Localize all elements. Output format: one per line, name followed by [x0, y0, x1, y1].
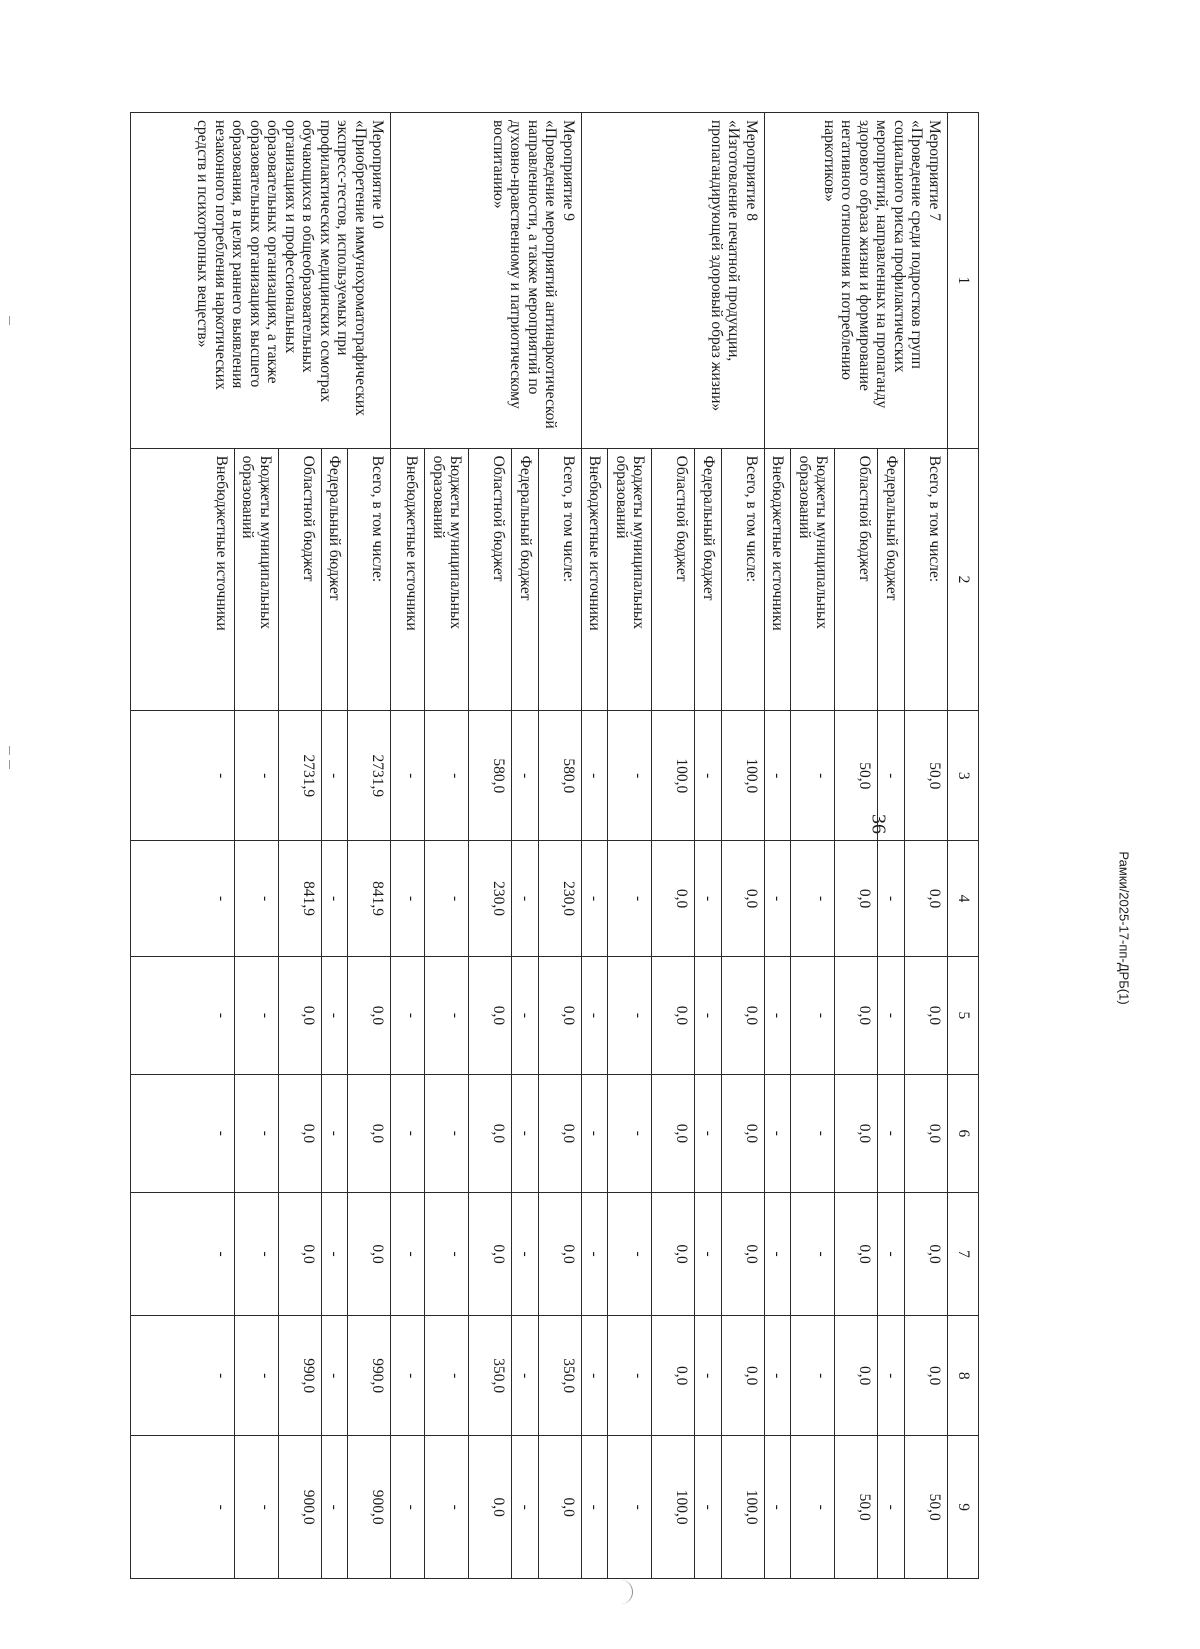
amount-cell: - [765, 1074, 792, 1192]
amount-cell: - [582, 1074, 609, 1192]
event-title: Мероприятие 9 [560, 120, 577, 221]
amount-cell: - [608, 1436, 652, 1579]
amount-cell: - [235, 1074, 279, 1192]
amount-cell: 900,0 [348, 1436, 391, 1579]
amount-cell: - [235, 1316, 279, 1436]
amount-cell: - [512, 1192, 539, 1315]
amount-cell: 841,9 [348, 841, 391, 957]
document-code: Рамки/2025-17-пп-ДРБ(1) [1116, 851, 1132, 1005]
amount-cell: 841,9 [279, 841, 322, 957]
event-cell [582, 113, 765, 449]
amount-cell: 0,0 [722, 1074, 765, 1192]
amount-cell: - [391, 1436, 425, 1579]
amount-cell: - [322, 1192, 349, 1315]
amount-cell: 0,0 [279, 1192, 322, 1315]
amount-cell: - [608, 1316, 652, 1436]
amount-cell: - [608, 1074, 652, 1192]
amount-cell: 0,0 [539, 1192, 582, 1315]
amount-cell: 2731,9 [348, 711, 391, 841]
amount-cell: 0,0 [469, 1074, 512, 1192]
amount-cell: - [878, 1074, 905, 1192]
budget-table [130, 112, 979, 1579]
event-title: Мероприятие 10 [369, 120, 387, 229]
amount-cell: 100,0 [652, 1436, 695, 1579]
amount-cell: - [878, 1436, 905, 1579]
amount-cell: 50,0 [835, 711, 878, 841]
amount-cell: - [608, 956, 652, 1074]
column-number: 9 [948, 1436, 979, 1579]
column-number: 2 [948, 448, 979, 711]
amount-cell: - [765, 841, 792, 957]
funding-source-cell: Внебюджетные источники [391, 448, 425, 711]
amount-cell: - [425, 841, 469, 957]
amount-cell: - [131, 1192, 235, 1315]
amount-cell: - [791, 956, 835, 1074]
column-number: 1 [948, 113, 979, 449]
page-number: 36 [867, 814, 890, 834]
amount-cell: - [791, 841, 835, 957]
amount-cell: 0,0 [652, 841, 695, 957]
amount-cell: - [791, 1074, 835, 1192]
amount-cell: - [235, 1192, 279, 1315]
amount-cell: - [425, 1436, 469, 1579]
amount-cell: 0,0 [539, 1436, 582, 1579]
amount-cell: - [512, 841, 539, 957]
funding-source-cell: Всего, в том числе: [722, 448, 765, 711]
amount-cell: - [235, 956, 279, 1074]
amount-cell: 0,0 [722, 956, 765, 1074]
funding-source-cell: Федеральный бюджет [695, 448, 722, 711]
amount-cell: - [695, 1074, 722, 1192]
amount-cell: 0,0 [652, 1074, 695, 1192]
amount-cell: - [878, 841, 905, 957]
amount-cell: 900,0 [279, 1436, 322, 1579]
column-number: 6 [948, 1074, 979, 1192]
funding-source-cell: Федеральный бюджет [512, 448, 539, 711]
column-number: 3 [948, 711, 979, 841]
amount-cell: 0,0 [279, 1074, 322, 1192]
amount-cell: 0,0 [835, 841, 878, 957]
amount-cell: 0,0 [835, 1316, 878, 1436]
amount-cell: - [512, 956, 539, 1074]
event-description: «Изготовление печатной продукции, пропагандирующей здоровый образ жизни» [708, 120, 743, 412]
amount-cell: - [878, 711, 905, 841]
funding-source-cell: Областной бюджет [469, 448, 512, 711]
amount-cell: - [765, 1316, 792, 1436]
amount-cell: 0,0 [469, 1436, 512, 1579]
amount-cell: - [322, 841, 349, 957]
amount-cell: - [131, 1074, 235, 1192]
amount-cell: - [791, 1192, 835, 1315]
amount-cell: 0,0 [905, 956, 948, 1074]
table-body [131, 113, 979, 1579]
amount-cell: 0,0 [652, 956, 695, 1074]
column-number: 5 [948, 956, 979, 1074]
amount-cell: - [322, 1074, 349, 1192]
amount-cell: 50,0 [835, 1436, 878, 1579]
amount-cell: - [582, 711, 609, 841]
amount-cell: 350,0 [469, 1316, 512, 1436]
amount-cell: - [791, 711, 835, 841]
amount-cell: 2731,9 [279, 711, 322, 841]
funding-source-cell: Внебюджетные источники [131, 448, 235, 711]
funding-source-cell: Всего, в том числе: [905, 448, 948, 711]
amount-cell: 0,0 [835, 956, 878, 1074]
amount-cell: - [512, 1074, 539, 1192]
amount-cell: - [235, 841, 279, 957]
amount-cell: 0,0 [905, 1316, 948, 1436]
funding-source-cell: Бюджеты муниципальных образований [791, 448, 835, 711]
scan-margin-mark [9, 746, 10, 755]
amount-cell: - [695, 711, 722, 841]
event-description: «Приобретение иммунохроматографических экспресс-тестов, используемых при профилактических медицинских осмотрах обучающихся в общеобразовательных организациях и профессиональных образовательных организациях, а также образовательных организациях высшего образования, в целях раннего выявления незаконного потребления наркотических средств и психотропных веществ» [194, 120, 369, 416]
amount-cell: - [131, 711, 235, 841]
amount-cell: 580,0 [539, 711, 582, 841]
amount-cell: - [235, 711, 279, 841]
amount-cell: - [582, 841, 609, 957]
amount-cell: 0,0 [722, 841, 765, 957]
event-description: «Проведение среди подростков групп социального риска профилактических мероприятий, направленных на пропаганду здорового образа жизни и формирование негативного отношения к потреблению наркотиков» [821, 120, 926, 409]
amount-cell: 0,0 [835, 1192, 878, 1315]
amount-cell: 580,0 [469, 711, 512, 841]
funding-source-cell: Бюджеты муниципальных образований [608, 448, 652, 711]
amount-cell: - [608, 841, 652, 957]
event-cell [131, 113, 392, 449]
amount-cell: 100,0 [722, 711, 765, 841]
amount-cell: - [235, 1436, 279, 1579]
amount-cell: - [695, 841, 722, 957]
amount-cell: 0,0 [348, 956, 391, 1074]
amount-cell: - [322, 1316, 349, 1436]
amount-cell: - [425, 956, 469, 1074]
funding-source-cell: Федеральный бюджет [878, 448, 905, 711]
table-row [348, 113, 391, 1579]
amount-cell: 0,0 [652, 1316, 695, 1436]
funding-source-cell: Областной бюджет [279, 448, 322, 711]
event-cell [765, 113, 948, 449]
amount-cell: - [765, 1436, 792, 1579]
column-number: 8 [948, 1316, 979, 1436]
funding-source-cell: Областной бюджет [835, 448, 878, 711]
funding-source-cell: Бюджеты муниципальных образований [235, 448, 279, 711]
amount-cell: 0,0 [905, 1192, 948, 1315]
amount-cell: - [695, 1192, 722, 1315]
amount-cell: - [765, 1192, 792, 1315]
amount-cell: - [425, 1074, 469, 1192]
amount-cell: - [878, 1192, 905, 1315]
event-title: Мероприятие 7 [926, 120, 943, 221]
funding-source-cell: Всего, в том числе: [348, 448, 391, 711]
amount-cell: - [391, 711, 425, 841]
table-row [539, 113, 582, 1579]
amount-cell: - [608, 711, 652, 841]
amount-cell: 0,0 [905, 841, 948, 957]
event-title: Мероприятие 8 [743, 120, 760, 221]
amount-cell: - [791, 1436, 835, 1579]
amount-cell: - [512, 1316, 539, 1436]
amount-cell: 350,0 [539, 1316, 582, 1436]
amount-cell: - [425, 1192, 469, 1315]
event-description: «Проведение мероприятий антинаркотической направленности, а также мероприятий по духовно-нравственному и патриотическому воспитанию» [490, 120, 560, 429]
amount-cell: 230,0 [469, 841, 512, 957]
funding-source-cell: Всего, в том числе: [539, 448, 582, 711]
table-row [722, 113, 765, 1579]
amount-cell: 990,0 [279, 1316, 322, 1436]
amount-cell: - [322, 956, 349, 1074]
amount-cell: - [878, 1316, 905, 1436]
amount-cell: 230,0 [539, 841, 582, 957]
column-number: 7 [948, 1192, 979, 1315]
amount-cell: 100,0 [652, 711, 695, 841]
amount-cell: 990,0 [348, 1316, 391, 1436]
amount-cell: - [512, 1436, 539, 1579]
amount-cell: - [878, 956, 905, 1074]
amount-cell: - [512, 711, 539, 841]
amount-cell: 0,0 [348, 1074, 391, 1192]
amount-cell: - [425, 711, 469, 841]
amount-cell: - [391, 1192, 425, 1315]
amount-cell: - [765, 956, 792, 1074]
amount-cell: - [131, 1436, 235, 1579]
amount-cell: - [582, 1192, 609, 1315]
amount-cell: 50,0 [905, 711, 948, 841]
amount-cell: - [582, 956, 609, 1074]
column-number: 4 [948, 841, 979, 957]
funding-source-cell: Областной бюджет [652, 448, 695, 711]
scan-margin-mark [9, 316, 10, 325]
amount-cell: - [391, 841, 425, 957]
amount-cell: 0,0 [279, 956, 322, 1074]
amount-cell: - [391, 956, 425, 1074]
amount-cell: - [582, 1316, 609, 1436]
amount-cell: 0,0 [348, 1192, 391, 1315]
amount-cell: 0,0 [905, 1074, 948, 1192]
amount-cell: - [131, 956, 235, 1074]
amount-cell: - [695, 1316, 722, 1436]
table-row [905, 113, 948, 1579]
amount-cell: - [765, 711, 792, 841]
amount-cell: - [791, 1316, 835, 1436]
scan-edge-mark [618, 1580, 633, 1604]
column-number-row [948, 113, 979, 1579]
amount-cell: 50,0 [905, 1436, 948, 1579]
amount-cell: 0,0 [722, 1192, 765, 1315]
amount-cell: - [391, 1074, 425, 1192]
funding-source-cell: Бюджеты муниципальных образований [425, 448, 469, 711]
budget-table-rotated [144, 112, 979, 1579]
funding-source-cell: Внебюджетные источники [582, 448, 609, 711]
amount-cell: - [391, 1316, 425, 1436]
funding-source-cell: Внебюджетные источники [765, 448, 792, 711]
amount-cell: 0,0 [539, 1074, 582, 1192]
amount-cell: 0,0 [722, 1316, 765, 1436]
amount-cell: - [322, 1436, 349, 1579]
scan-margin-mark [9, 760, 10, 769]
amount-cell: - [582, 1436, 609, 1579]
amount-cell: 100,0 [722, 1436, 765, 1579]
event-cell [391, 113, 582, 449]
amount-cell: 0,0 [469, 956, 512, 1074]
amount-cell: - [131, 1316, 235, 1436]
amount-cell: - [608, 1192, 652, 1315]
amount-cell: - [425, 1316, 469, 1436]
amount-cell: - [322, 711, 349, 841]
amount-cell: 0,0 [652, 1192, 695, 1315]
amount-cell: 0,0 [469, 1192, 512, 1315]
amount-cell: - [131, 841, 235, 957]
amount-cell: 0,0 [539, 956, 582, 1074]
amount-cell: - [695, 956, 722, 1074]
funding-source-cell: Федеральный бюджет [322, 448, 349, 711]
amount-cell: 0,0 [835, 1074, 878, 1192]
amount-cell: - [695, 1436, 722, 1579]
